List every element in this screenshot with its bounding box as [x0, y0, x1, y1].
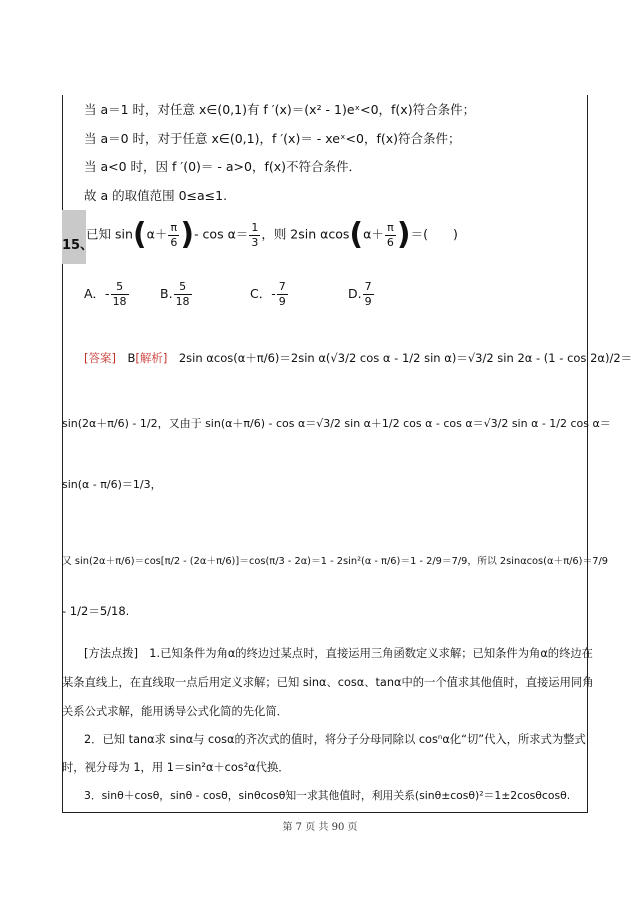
text-line: 当 a＝1 时，对任意 x∈(0,1)有 f ′(x)＝(x² - 1)eˣ<0，f(x)符合条件；	[84, 102, 476, 117]
question-stem: 已知 sin(α＋ $\frac{\pi}{6}$ )- cos α＝ $\frac{1}{3}$ ，则 2sin αcos(α＋ $\frac{\pi}{6}$ )＝( )	[86, 217, 458, 252]
analysis-tag: [解析]	[135, 351, 168, 365]
method-line: 关系公式求解，能用诱导公式化简的先化简．	[62, 705, 288, 718]
answer-row-5: - 1/2＝5/18.	[62, 604, 130, 618]
method-line: 某条直线上，在直线取一点后用定义求解；已知 sinα、cosα、tanα中的一个值求其他值时，直接运用同角	[62, 676, 594, 689]
answer-row-4: 又 sin(2α＋π/6)＝cos[π/2 - (2α＋π/6)]＝cos(π/3 - 2α)＝1 - 2sin²(α - π/6)＝1 - 2/9＝7/9，所以 2sinαcos(α＋π/6)＝7/9	[62, 556, 609, 567]
answer-row-1: [答案] B[解析] 2sin αcos(α＋π/6)＝2sin α(√3/2 cos α - 1/2 sin α)＝√3/2 sin 2α - (1 - cos 2α)/2＝	[84, 351, 633, 365]
method-line: 2．已知 tanα求 sinα与 cosα的齐次式的值时，将分子分母同除以 cosⁿα化“切”代入，所求式为整式	[84, 733, 586, 746]
page-footer: 第 7 页 共 90 页	[282, 822, 358, 833]
fraction: $\frac{1}{3}$	[251, 220, 259, 249]
answer-row-3: sin(α - π/6)＝1/3，	[62, 478, 162, 491]
answer-row-2: sin(2α＋π/6) - 1/2，又由于 sin(α＋π/6) - cos α＝√3/2 sin α＋1/2 cos α - cos α＝√3/2 sin α - 1/2 cos α＝	[62, 417, 611, 430]
question-number: 15、	[62, 238, 94, 253]
option-d[interactable]: D. $\frac{7}{9}$	[348, 280, 372, 308]
option-a[interactable]: A．- $\frac{5}{18}$	[84, 280, 127, 308]
method-line: 时，视分母为 1，用 1＝sin²α＋cos²α代换．	[62, 761, 290, 774]
method-line: [方法点拨] 1.已知条件为角α的终边过某点时，直接运用三角函数定义求解；已知条件为角α的终边在	[84, 647, 593, 660]
text-line: 故 a 的取值范围 0≤a≤1.	[84, 188, 228, 203]
text-line: 当 a<0 时，因 f ′(0)＝ - a>0，f(x)不符合条件．	[84, 159, 362, 174]
fraction: $\frac{\pi}{6}$	[386, 220, 394, 249]
fraction: $\frac{\pi}{6}$	[170, 220, 178, 249]
method-line: 3．sinθ＋cosθ，sinθ - cosθ，sinθcosθ知一求其他值时，利用关系(sinθ±cosθ)²＝1±2cosθcosθ.	[84, 789, 571, 802]
text-line: 当 a＝0 时，对于任意 x∈(0,1)，f ′(x)＝ - xeˣ<0，f(x)符合条件；	[84, 131, 461, 146]
answer-choice: B	[127, 351, 136, 365]
option-c[interactable]: C．- $\frac{7}{9}$	[250, 280, 286, 308]
option-b[interactable]: B. $\frac{5}{18}$	[160, 280, 190, 308]
answer-tag: [答案]	[84, 351, 116, 365]
